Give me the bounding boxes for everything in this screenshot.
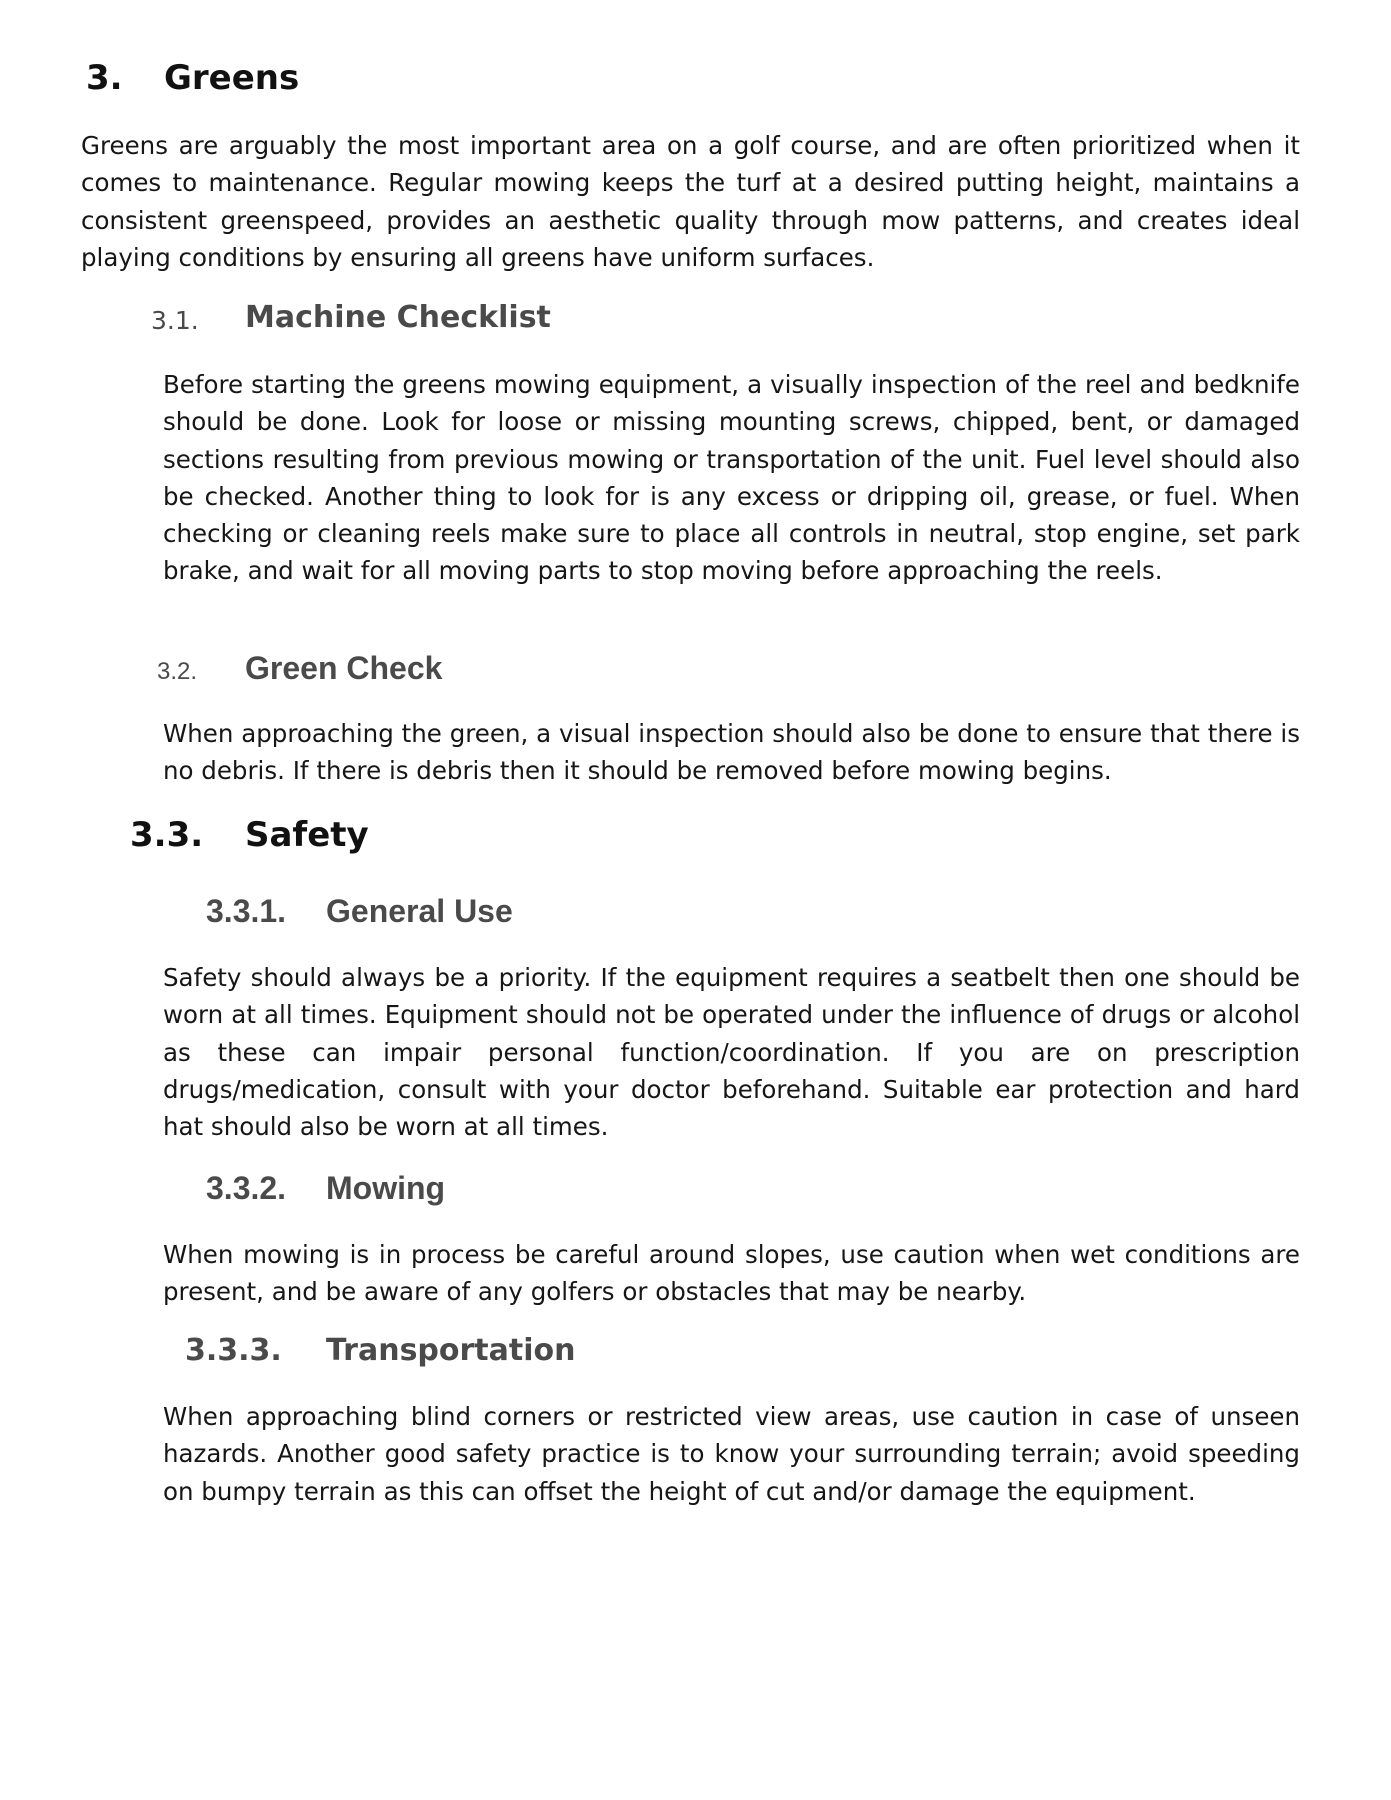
section-title: Greens xyxy=(164,58,300,98)
machine-checklist-paragraph: Before starting the greens mowing equipment, a visually inspection of the reel and bedknife should be done. Look for loose or missing mounting screws, chipped, bent, or damaged sections resulting from previous mowing or transportation of the unit. Fuel level should also be checked. Another thing to look for is any excess or dripping oil, grease, or fuel. When checking or cleaning reels make sure to place all controls in neutral, stop engine, set park brake, and wait for all moving parts to stop moving before approaching the reels. xyxy=(163,370,1300,586)
subsubsection-title: Transportation xyxy=(326,1333,576,1368)
subsection-title: Green Check xyxy=(245,650,443,686)
subsubsection-number: 3.3.3. xyxy=(185,1333,282,1368)
subsubsection-number: 3.3.2. xyxy=(206,1170,287,1206)
subsubsection-title: Mowing xyxy=(326,1170,446,1206)
subsection-number: 3.3. xyxy=(130,815,204,855)
subsection-title: Safety xyxy=(245,815,369,855)
green-check-paragraph: When approaching the green, a visual inspection should also be done to ensure that there is no debris. If there is debris then it should be removed before mowing begins. xyxy=(163,719,1300,786)
section-heading xyxy=(86,58,299,98)
section-number: 3. xyxy=(86,58,123,98)
subsection-title: Machine Checklist xyxy=(245,300,551,335)
general-use-paragraph: Safety should always be a priority. If the equipment requires a seatbelt then one should be worn at all times. Equipment should not be operated under the influence of drugs or alcohol as these can impair personal function/coordination. If you are on prescription drugs/medication, consult with your doctor beforehand. Suitable ear protection and hard hat should also be worn at all times. xyxy=(163,963,1300,1142)
subsection-number: 3.1. xyxy=(151,306,199,335)
transportation-paragraph: When approaching blind corners or restricted view areas, use caution in case of unseen hazards. Another good safety practice is to know your surrounding terrain; avoid speeding on bumpy terrain as this can offset the height of cut and/or damage the equipment. xyxy=(163,1402,1300,1506)
section-intro-paragraph: Greens are arguably the most important area on a golf course, and are often prioritized when it comes to maintenance. Regular mowing keeps the turf at a desired putting height, maintains a consistent greenspeed, provides an aesthetic quality through mow patterns, and creates ideal playing conditions by ensuring all greens have uniform surfaces. xyxy=(81,131,1300,272)
mowing-paragraph: When mowing is in process be careful around slopes, use caution when wet conditions are present, and be aware of any golfers or obstacles that may be nearby. xyxy=(163,1240,1300,1307)
subsubsection-number: 3.3.1. xyxy=(206,893,287,929)
subsubsection-title: General Use xyxy=(326,893,513,929)
subsection-number: 3.2. xyxy=(157,658,198,685)
